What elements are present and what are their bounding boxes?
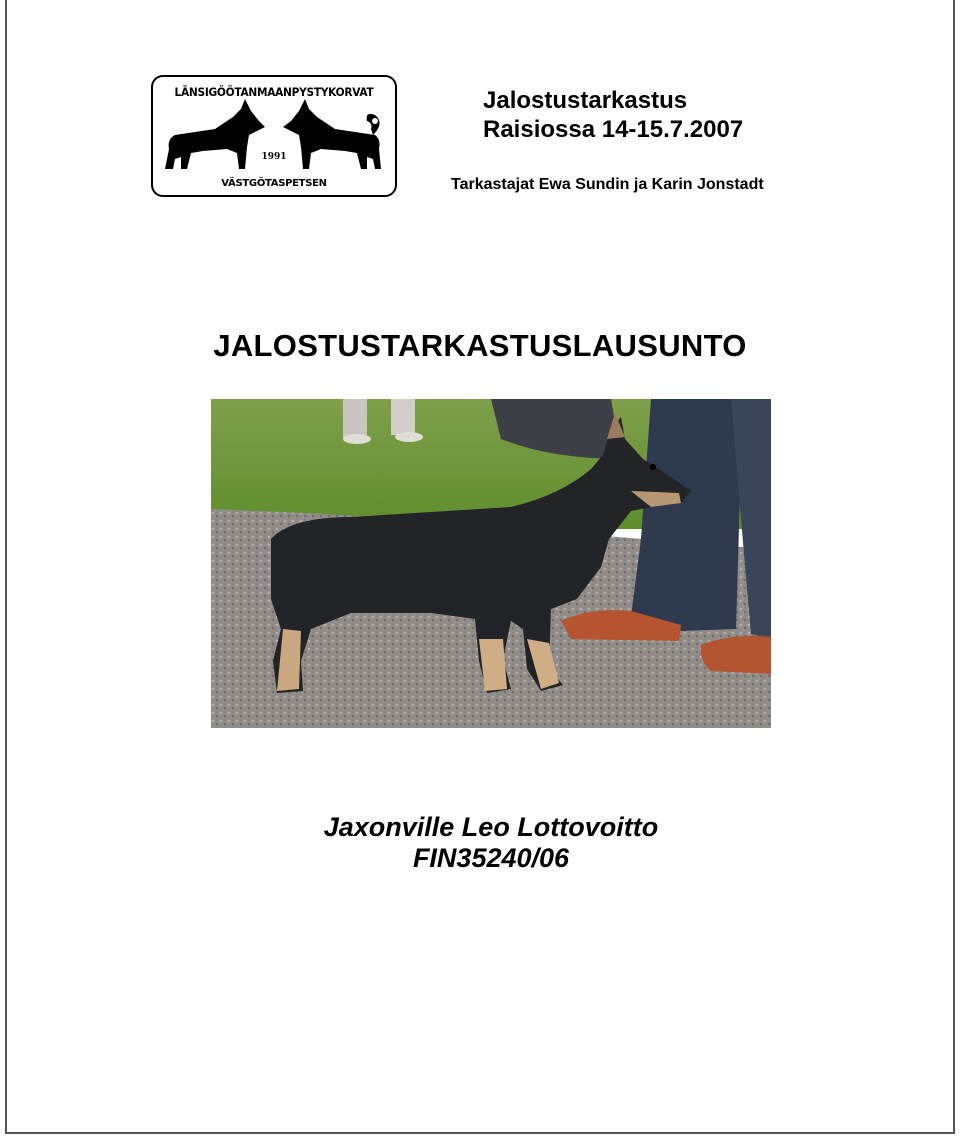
- document-heading: JALOSTUSTARKASTUSLAUSUNTO: [213, 328, 747, 363]
- event-title-line2: Raisiossa 14-15.7.2007: [483, 116, 744, 143]
- dog-name: Jaxonville Leo Lottovoitto: [323, 812, 659, 842]
- logo-top-text: LÄNSIGÖÖTANMAANPYSTYKORVAT: [174, 85, 374, 99]
- dog-photo: [211, 399, 771, 728]
- inspectors-text: Tarkastajat Ewa Sundin ja Karin Jonstadt: [451, 176, 764, 193]
- logo-year: 1991: [261, 152, 287, 162]
- event-title-line1: Jalostustarkastus: [483, 87, 688, 114]
- dog-registration: FIN35240/06: [412, 843, 570, 873]
- dog-identity: [0, 812, 960, 874]
- club-logo: [151, 75, 397, 197]
- logo-bottom-text: VÄSTGÖTASPETSEN: [221, 178, 327, 189]
- dog-photo-illustration: [211, 399, 771, 728]
- event-title: [483, 86, 743, 144]
